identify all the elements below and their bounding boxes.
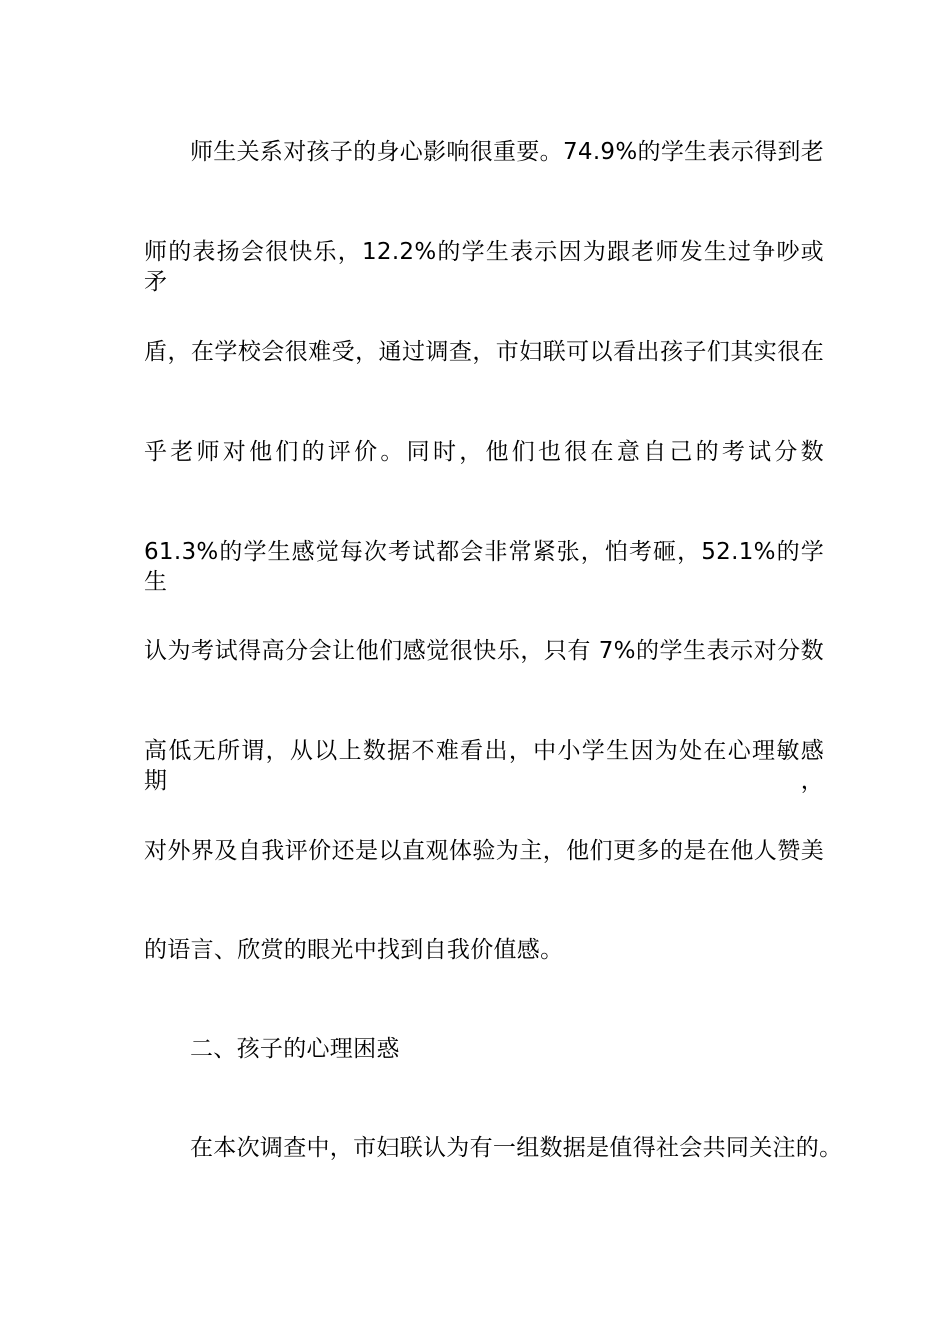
- paragraph-line: 乎老师对他们的评价。同时，他们也很在意自己的考试分数: [144, 439, 824, 465]
- paragraph-line: 的语言、欣赏的眼光中找到自我价值感。: [144, 937, 564, 963]
- paragraph-line: 对外界及自我评价还是以直观体验为主，他们更多的是在他人赞美: [144, 838, 824, 864]
- paragraph-line: 61.3%的学生感觉每次考试都会非常紧张，怕考砸，52.1%的学生: [144, 539, 824, 595]
- paragraph-line: 在本次调查中，市妇联认为有一组数据是值得社会共同关注的。: [190, 1135, 843, 1161]
- section-heading: 二、孩子的心理困惑: [190, 1036, 400, 1062]
- paragraph-line: 认为考试得高分会让他们感觉很快乐，只有 7%的学生表示对分数: [144, 638, 824, 664]
- paragraph-line: 盾，在学校会很难受，通过调查，市妇联可以看出孩子们其实很在: [144, 339, 824, 365]
- paragraph-line: 师生关系对孩子的身心影响很重要。74.9%的学生表示得到老: [190, 139, 824, 165]
- paragraph-line: 师的表扬会很快乐，12.2%的学生表示因为跟老师发生过争吵或矛: [144, 239, 824, 295]
- paragraph-line: 高低无所谓，从以上数据不难看出，中小学生因为处在心理敏感期，: [144, 738, 824, 794]
